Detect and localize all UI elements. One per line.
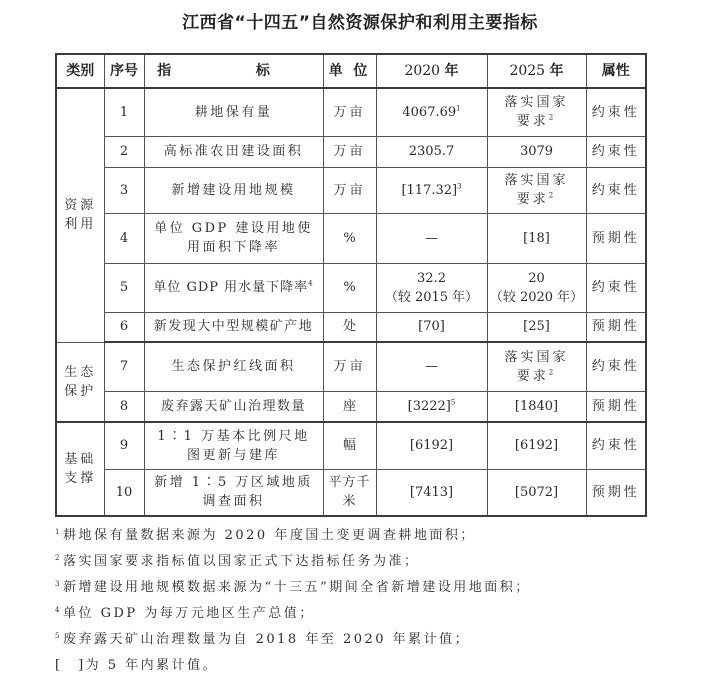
footnote-mark: 1 — [456, 104, 461, 113]
table-row — [56, 422, 646, 469]
footnote-mark: 3 — [457, 182, 462, 191]
value-2020-cell: 4067.69$^1$ — [376, 88, 487, 136]
seq-cell: 5 — [104, 263, 144, 312]
footnote: $^5$废弃露天矿山治理数量为自 2018 年至 2020 年累计值； — [55, 631, 471, 647]
attribute-cell: 预期性 — [586, 469, 646, 516]
seq-cell: 3 — [104, 167, 144, 213]
table-row — [56, 391, 646, 422]
indicator-cell: 新增 1∶5 万区域地质 调查面积 — [144, 469, 323, 516]
indicator-cell: 高标准农田建设面积 — [144, 136, 323, 167]
attribute-cell: 预期性 — [586, 213, 646, 263]
unit-cell: 座 — [323, 391, 376, 422]
value-2025-cell: 20 （较 2020 年） — [487, 263, 586, 312]
seq-cell: 9 — [104, 422, 144, 469]
value-2025-cell: 落实国家 要求$^2$ — [487, 88, 586, 136]
unit-cell: 万亩 — [323, 88, 376, 136]
category-cell: 基础 支撑 — [56, 422, 104, 516]
table-row — [56, 88, 646, 136]
indicator-cell: 新发现大中型规模矿产地 — [144, 312, 323, 342]
seq-cell: 10 — [104, 469, 144, 516]
footnote: [ ]为 5 年内累计值。 — [55, 658, 219, 673]
value-2025-cell: [6192] — [487, 422, 586, 469]
header-unit: 单 位 — [323, 54, 376, 88]
header-2020: 2020 年 — [376, 54, 487, 88]
page-title: 江西省“十四五”自然资源保护和利用主要指标 — [182, 13, 538, 33]
unit-cell: 幅 — [323, 422, 376, 469]
table-row — [56, 312, 646, 342]
attribute-cell: 约束性 — [586, 88, 646, 136]
seq-cell: 7 — [104, 342, 144, 391]
footnote-mark: 5 — [450, 398, 456, 407]
indicator-cell: 生态保护红线面积 — [144, 342, 323, 391]
value-2025-cell: [25] — [487, 312, 586, 342]
category-cell: 生态 保护 — [56, 342, 104, 422]
value-2025-cell: [18] — [487, 213, 586, 263]
footnote: $^3$新增建设用地规模数据来源为“十三五”期间全省新增建设用地面积； — [55, 579, 531, 595]
table-row — [56, 342, 646, 391]
value-2025-cell: 落实国家 要求$^2$ — [487, 167, 586, 213]
value-2020-cell: 32.2 （较 2015 年） — [376, 263, 487, 312]
footnote: $^4$单位 GDP 为每万元地区生产总值； — [55, 605, 315, 621]
category-cell: 资源 利用 — [56, 88, 104, 342]
indicator-cell: 单位 GDP 用水量下降率$^4$ — [144, 263, 323, 312]
footnote-mark: 2 — [548, 191, 557, 200]
footnote: $^1$耕地保有量数据来源为 2020 年度国土变更调查耕地面积； — [55, 527, 476, 543]
value-2025-cell: 3079 — [487, 136, 586, 167]
value-2020-cell: $[3222]^5$ — [376, 391, 487, 422]
value-2025-cell: [5072] — [487, 469, 586, 516]
seq-cell: 8 — [104, 391, 144, 422]
table-row — [56, 213, 646, 263]
indicators-table — [55, 53, 647, 517]
attribute-cell: 约束性 — [586, 263, 646, 312]
unit-cell: 万亩 — [323, 167, 376, 213]
table-row — [56, 167, 646, 213]
value-2020-cell: — — [376, 213, 487, 263]
value-2025-cell: [1840] — [487, 391, 586, 422]
value-2020-cell: [7413] — [376, 469, 487, 516]
unit-cell: 万亩 — [323, 136, 376, 167]
value-2020-cell: — — [376, 342, 487, 391]
header-category: 类别 — [56, 54, 104, 88]
seq-cell: 2 — [104, 136, 144, 167]
header-seq: 序号 — [104, 54, 144, 88]
indicator-cell: 单位 GDP 建设用地使 用面积下降率 — [144, 213, 323, 263]
value-2020-cell: [6192] — [376, 422, 487, 469]
value-2020-cell: [70] — [376, 312, 487, 342]
unit-cell: 平方千米 — [323, 469, 376, 516]
footnote-mark: 4 — [308, 279, 314, 288]
seq-cell: 6 — [104, 312, 144, 342]
indicator-cell: 耕地保有量 — [144, 88, 323, 136]
attribute-cell: 约束性 — [586, 342, 646, 391]
attribute-cell: 约束性 — [586, 167, 646, 213]
seq-cell: 4 — [104, 213, 144, 263]
attribute-cell: 预期性 — [586, 312, 646, 342]
footnote-mark: 2 — [548, 113, 557, 122]
table-row — [56, 263, 646, 312]
footnote-mark: 2 — [548, 368, 557, 377]
footnote: $^2$落实国家要求指标值以国家正式下达指标任务为准； — [55, 553, 420, 569]
attribute-cell: 预期性 — [586, 391, 646, 422]
header-2025: 2025 年 — [487, 54, 586, 88]
indicator-cell: 1∶1 万基本比例尺地 图更新与建库 — [144, 422, 323, 469]
value-2020-cell: $[117.32]^3$ — [376, 167, 487, 213]
value-2025-cell: 落实国家 要求$^2$ — [487, 342, 586, 391]
header-attribute: 属性 — [586, 54, 646, 88]
table-row — [56, 469, 646, 516]
indicator-cell: 废弃露天矿山治理数量 — [144, 391, 323, 422]
table-header-row — [56, 54, 646, 88]
header-indicator: 指 标 — [144, 54, 323, 88]
unit-cell: 处 — [323, 312, 376, 342]
attribute-cell: 约束性 — [586, 422, 646, 469]
seq-cell: 1 — [104, 88, 144, 136]
value-2020-cell: 2305.7 — [376, 136, 487, 167]
unit-cell: % — [323, 263, 376, 312]
attribute-cell: 约束性 — [586, 136, 646, 167]
unit-cell: % — [323, 213, 376, 263]
footnotes — [55, 525, 531, 681]
table-row — [56, 136, 646, 167]
indicator-cell: 新增建设用地规模 — [144, 167, 323, 213]
unit-cell: 万亩 — [323, 342, 376, 391]
